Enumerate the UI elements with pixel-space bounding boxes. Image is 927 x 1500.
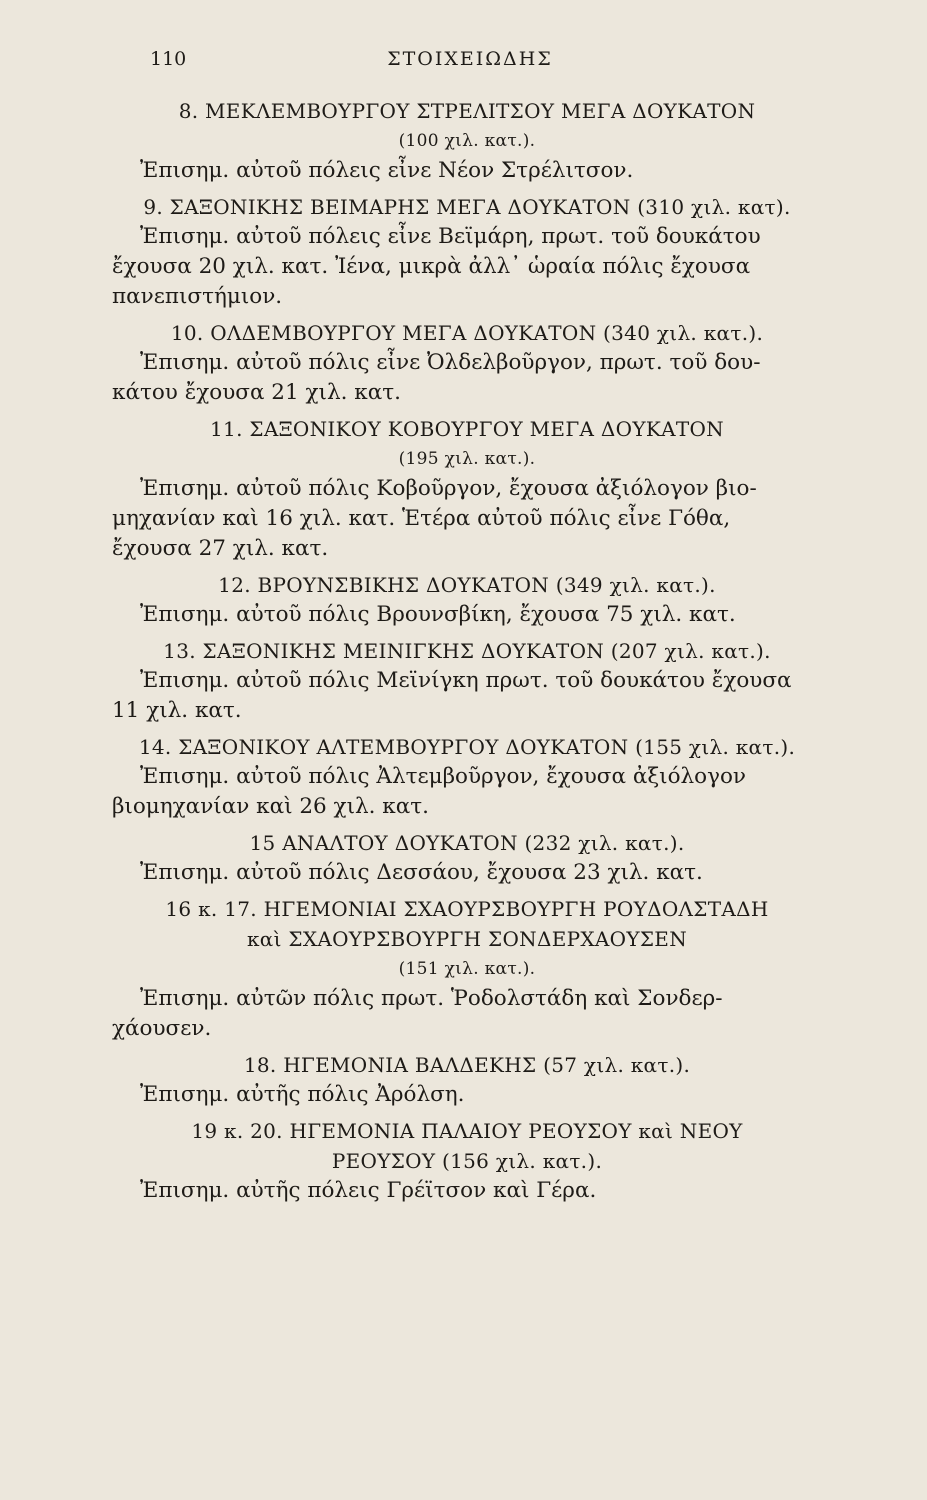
entry-heading: 11. ΣΑΞΟΝΙΚΟΥ ΚΟΒΟΥΡΓΟΥ ΜΕΓΑ ΔΟΥΚΑΤΟΝ xyxy=(210,417,724,441)
entry-heading: (195 χιλ. κατ.). xyxy=(398,449,536,469)
entry-text-line: Ἐπισημ. αὐτοῦ πόλις Ἀλτεμβοῦργον, ἔχουσα ἀξιόλογον xyxy=(140,764,746,789)
entry xyxy=(112,96,822,186)
entry-heading: 19 κ. 20. ΗΓΕΜΟΝΙΑ ΠΑΛΑΙΟΥ ΡΕΟΥΣΟΥ καὶ ΝΕΟΥ xyxy=(191,1119,743,1143)
entry-heading: καὶ ΣΧΑΟΥΡΣΒΟΥΡΓΗ ΣΟΝΔΕΡΧΑΟΥΣΕΝ xyxy=(246,927,687,951)
entry-text-line: Ἐπισημ. αὐτοῦ πόλις Δεσσάου, ἔχουσα 23 χιλ. κατ. xyxy=(140,860,703,885)
page-number: 110 xyxy=(150,48,187,70)
page-header xyxy=(140,48,800,78)
entry-text-line: 11 χιλ. κατ. xyxy=(112,698,242,723)
entry xyxy=(112,828,822,888)
entry-heading: 14. ΣΑΞΟΝΙΚΟΥ ΑΛΤΕΜΒΟΥΡΓΟΥ ΔΟΥΚΑΤΟΝ (155 χιλ. κατ.). xyxy=(138,735,796,759)
entry xyxy=(112,192,822,312)
entry-text-line: Ἐπισημ. αὐτοῦ πόλεις εἶνε Βεϊμάρη, πρωτ. τοῦ δουκάτου xyxy=(140,224,761,249)
entry xyxy=(112,636,822,726)
entry-heading: 13. ΣΑΞΟΝΙΚΗΣ ΜΕΙΝΙΓΚΗΣ ΔΟΥΚΑΤΟΝ (207 χιλ. κατ.). xyxy=(163,639,771,663)
entry-text-line: Ἐπισημ. αὐτοῦ πόλις Κοβοῦργον, ἔχουσα ἀξιόλογον βιο- xyxy=(140,476,757,501)
running-title: ΣΤΟΙΧΕΙΩΔΗΣ xyxy=(387,48,553,70)
entry-text-line: Ἐπισημ. αὐτοῦ πόλεις εἶνε Νέον Στρέλιτσον. xyxy=(140,158,634,183)
entry-text-line: Ἐπισημ. αὐτῆς πόλεις Γρέϊτσον καὶ Γέρα. xyxy=(140,1178,597,1203)
entry-heading: 10. ΟΛΔΕΜΒΟΥΡΓΟΥ ΜΕΓΑ ΔΟΥΚΑΤΟΝ (340 χιλ. κατ.). xyxy=(170,321,764,345)
entry-text-line: Ἐπισημ. αὐτῶν πόλις πρωτ. Ῥοδολστάδη καὶ Σονδερ- xyxy=(140,986,723,1011)
entry-text-line: ἔχουσα 20 χιλ. κατ. Ἰένα, μικρὰ ἀλλ᾽ ὡραία πόλις ἔχουσα xyxy=(112,254,751,279)
entry xyxy=(112,1116,822,1206)
entry-heading: ΡΕΟΥΣΟΥ (156 χιλ. κατ.). xyxy=(331,1149,603,1173)
entry-text-line: Ἐπισημ. αὐτοῦ πόλις Μεϊνίγκη πρωτ. τοῦ δουκάτου ἔχουσα xyxy=(140,668,792,693)
entry xyxy=(112,414,822,564)
entry-heading: 18. ΗΓΕΜΟΝΙΑ ΒΑΛΔΕΚΗΣ (57 χιλ. κατ.). xyxy=(243,1053,691,1077)
entry-text-line: χάουσεν. xyxy=(112,1016,212,1041)
entry-text-line: μηχανίαν καὶ 16 χιλ. κατ. Ἑτέρα αὐτοῦ πόλις εἶνε Γόθα, xyxy=(112,506,731,531)
page-body xyxy=(112,96,822,1212)
entry-text-line: πανεπιστήμιον. xyxy=(112,284,283,309)
entry xyxy=(112,894,822,1044)
entry-heading: 15 ΑΝΑΛΤΟΥ ΔΟΥΚΑΤΟΝ (232 χιλ. κατ.). xyxy=(249,831,685,855)
entry xyxy=(112,732,822,822)
entry xyxy=(112,570,822,630)
entry-text-line: Ἐπισημ. αὐτοῦ πόλις εἶνε Ὀλδελβοῦργον, πρωτ. τοῦ δου- xyxy=(140,350,761,375)
entry-heading: 9. ΣΑΞΟΝΙΚΗΣ ΒΕΙΜΑΡΗΣ ΜΕΓΑ ΔΟΥΚΑΤΟΝ (310 χιλ. κατ). xyxy=(143,195,791,219)
entry-text-line: Ἐπισημ. αὐτοῦ πόλις Βρουνσβίκη, ἔχουσα 75 χιλ. κατ. xyxy=(140,602,736,627)
entry-text-line: ἔχουσα 27 χιλ. κατ. xyxy=(112,536,329,561)
entry-heading: 8. ΜΕΚΛΕΜΒΟΥΡΓΟΥ ΣΤΡΕΛΙΤΣΟΥ ΜΕΓΑ ΔΟΥΚΑΤΟΝ xyxy=(178,99,756,123)
entry-heading: 12. ΒΡΟΥΝΣΒΙΚΗΣ ΔΟΥΚΑΤΟΝ (349 χιλ. κατ.). xyxy=(218,573,716,597)
entry xyxy=(112,318,822,408)
entry-text-line: βιομηχανίαν καὶ 26 χιλ. κατ. xyxy=(112,794,429,819)
entry-heading: 16 κ. 17. ΗΓΕΜΟΝΙΑΙ ΣΧΑΟΥΡΣΒΟΥΡΓΗ ΡΟΥΔΟΛΣΤΑΔΗ xyxy=(165,897,769,921)
entry-heading: (100 χιλ. κατ.). xyxy=(398,131,536,151)
entry-text-line: Ἐπισημ. αὐτῆς πόλις Ἀρόλση. xyxy=(140,1082,465,1107)
entry xyxy=(112,1050,822,1110)
entry-heading: (151 χιλ. κατ.). xyxy=(398,959,536,979)
entry-text-line: κάτου ἔχουσα 21 χιλ. κατ. xyxy=(112,380,401,405)
